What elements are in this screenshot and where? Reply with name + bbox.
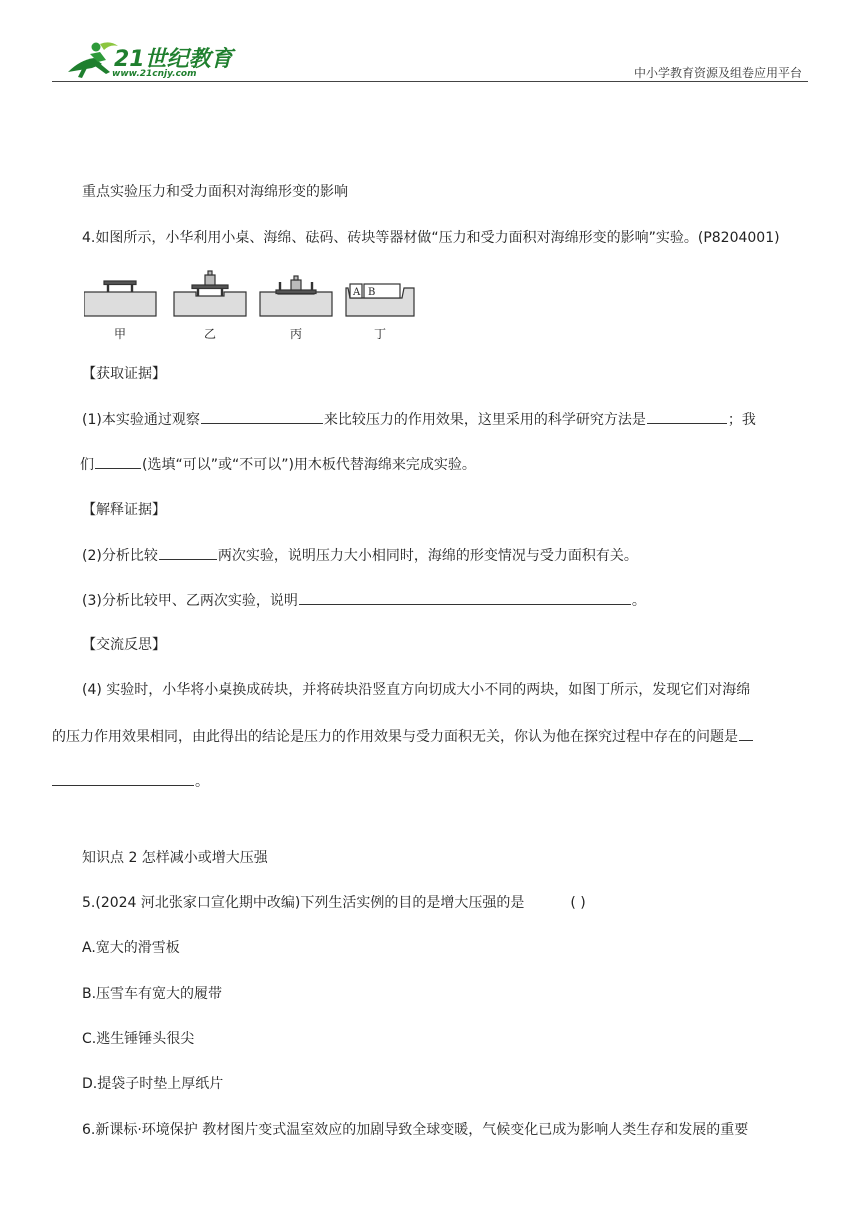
figure-label-yi: 乙 <box>204 327 217 341</box>
option-d[interactable]: D.提袋子时垫上厚纸片 <box>82 1076 224 1092</box>
option-a[interactable]: A.宽大的滑雪板 <box>82 940 180 956</box>
answer-blank-conclusion[interactable] <box>299 590 631 605</box>
answer-paren[interactable]: ( ) <box>570 895 586 911</box>
answer-blank-compare[interactable] <box>159 545 217 560</box>
answer-blank-observe[interactable] <box>201 409 323 424</box>
logo-url: www.21cnjy.com <box>112 69 197 79</box>
q3-text-a: (3)分析比较甲、乙两次实验，说明 <box>82 593 298 609</box>
q4-text-end: 。 <box>195 774 209 790</box>
question-1-line-1 <box>82 409 756 430</box>
answer-blank-problem[interactable] <box>52 771 194 786</box>
question-1-line-2 <box>80 454 476 475</box>
option-b[interactable]: B.压雪车有宽大的履带 <box>82 986 223 1002</box>
question-4-line-1: (4) 实验时，小华将小桌换成砖块，并将砖块沿竖直方向切成大小不同的两块，如图丁所示，发现它们对海绵 <box>82 682 751 698</box>
figure-label-bing: 丙 <box>290 327 303 341</box>
question-3 <box>82 590 646 611</box>
block-label-a: A <box>353 287 361 298</box>
question-6-stem: 6.新课标·环境保护 教材图片变式温室效应的加剧导致全球变暖，气候变化已成为影响人类生存和发展的重要 <box>82 1122 749 1138</box>
q1-text-c: ；我 <box>727 412 756 428</box>
heading-explain: 【解释证据】 <box>82 502 166 518</box>
header-divider <box>52 81 808 82</box>
question-4-line-2 <box>52 726 754 747</box>
q1-text-e: (选填“可以”或“不可以”)用木板代替海绵来完成实验。 <box>142 457 476 473</box>
q4-text-a: 的压力作用效果相同，由此得出的结论是压力的作用效果与受力面积无关，你认为他在探究过程中存在的问题是 <box>52 729 738 745</box>
q5-stem: 5.(2024 河北张家口宣化期中改编)下列生活实例的目的是增大压强的是 <box>82 895 525 911</box>
section-title: 重点实验压力和受力面积对海绵形变的影响 <box>82 184 348 200</box>
figure-bing <box>260 276 332 316</box>
q1-text-d: 们 <box>80 457 94 473</box>
site-logo <box>62 38 232 82</box>
q3-text-b: 。 <box>631 593 646 609</box>
q1-text-a: (1)本实验通过观察 <box>82 412 200 428</box>
experiment-figure <box>84 266 424 346</box>
question-4-line-3 <box>52 771 209 792</box>
figure-label-ding: 丁 <box>374 327 387 341</box>
heading-evidence: 【获取证据】 <box>82 366 166 382</box>
figure-jia <box>84 281 156 316</box>
q2-text-b: 两次实验，说明压力大小相同时，海绵的形变情况与受力面积有关。 <box>217 548 638 564</box>
experiment-diagram <box>84 266 424 346</box>
logo-text: 21世纪教育 <box>114 47 233 72</box>
q1-text-b: 来比较压力的作用效果，这里采用的科学研究方法是 <box>323 412 646 428</box>
answer-blank-problem-start[interactable] <box>739 726 753 741</box>
knowledge-point-title: 知识点 2 怎样减小或增大压强 <box>82 850 268 866</box>
question-2 <box>82 545 638 566</box>
figure-label-jia: 甲 <box>114 327 127 341</box>
question-5 <box>82 893 586 913</box>
option-c[interactable]: C.逃生锤锤头很尖 <box>82 1031 195 1047</box>
q2-text-a: (2)分析比较 <box>82 548 158 564</box>
question-4-stem: 4.如图所示，小华利用小桌、海绵、砝码、砖块等器材做“压力和受力面积对海绵形变的影响”实验。(P8204001) <box>82 230 780 246</box>
answer-blank-method[interactable] <box>647 409 727 424</box>
site-caption: 中小学教育资源及组卷应用平台 <box>633 66 802 80</box>
figure-yi <box>174 271 246 316</box>
answer-blank-board[interactable] <box>95 454 141 469</box>
heading-reflect: 【交流反思】 <box>82 637 166 653</box>
block-label-b: B <box>368 287 376 298</box>
